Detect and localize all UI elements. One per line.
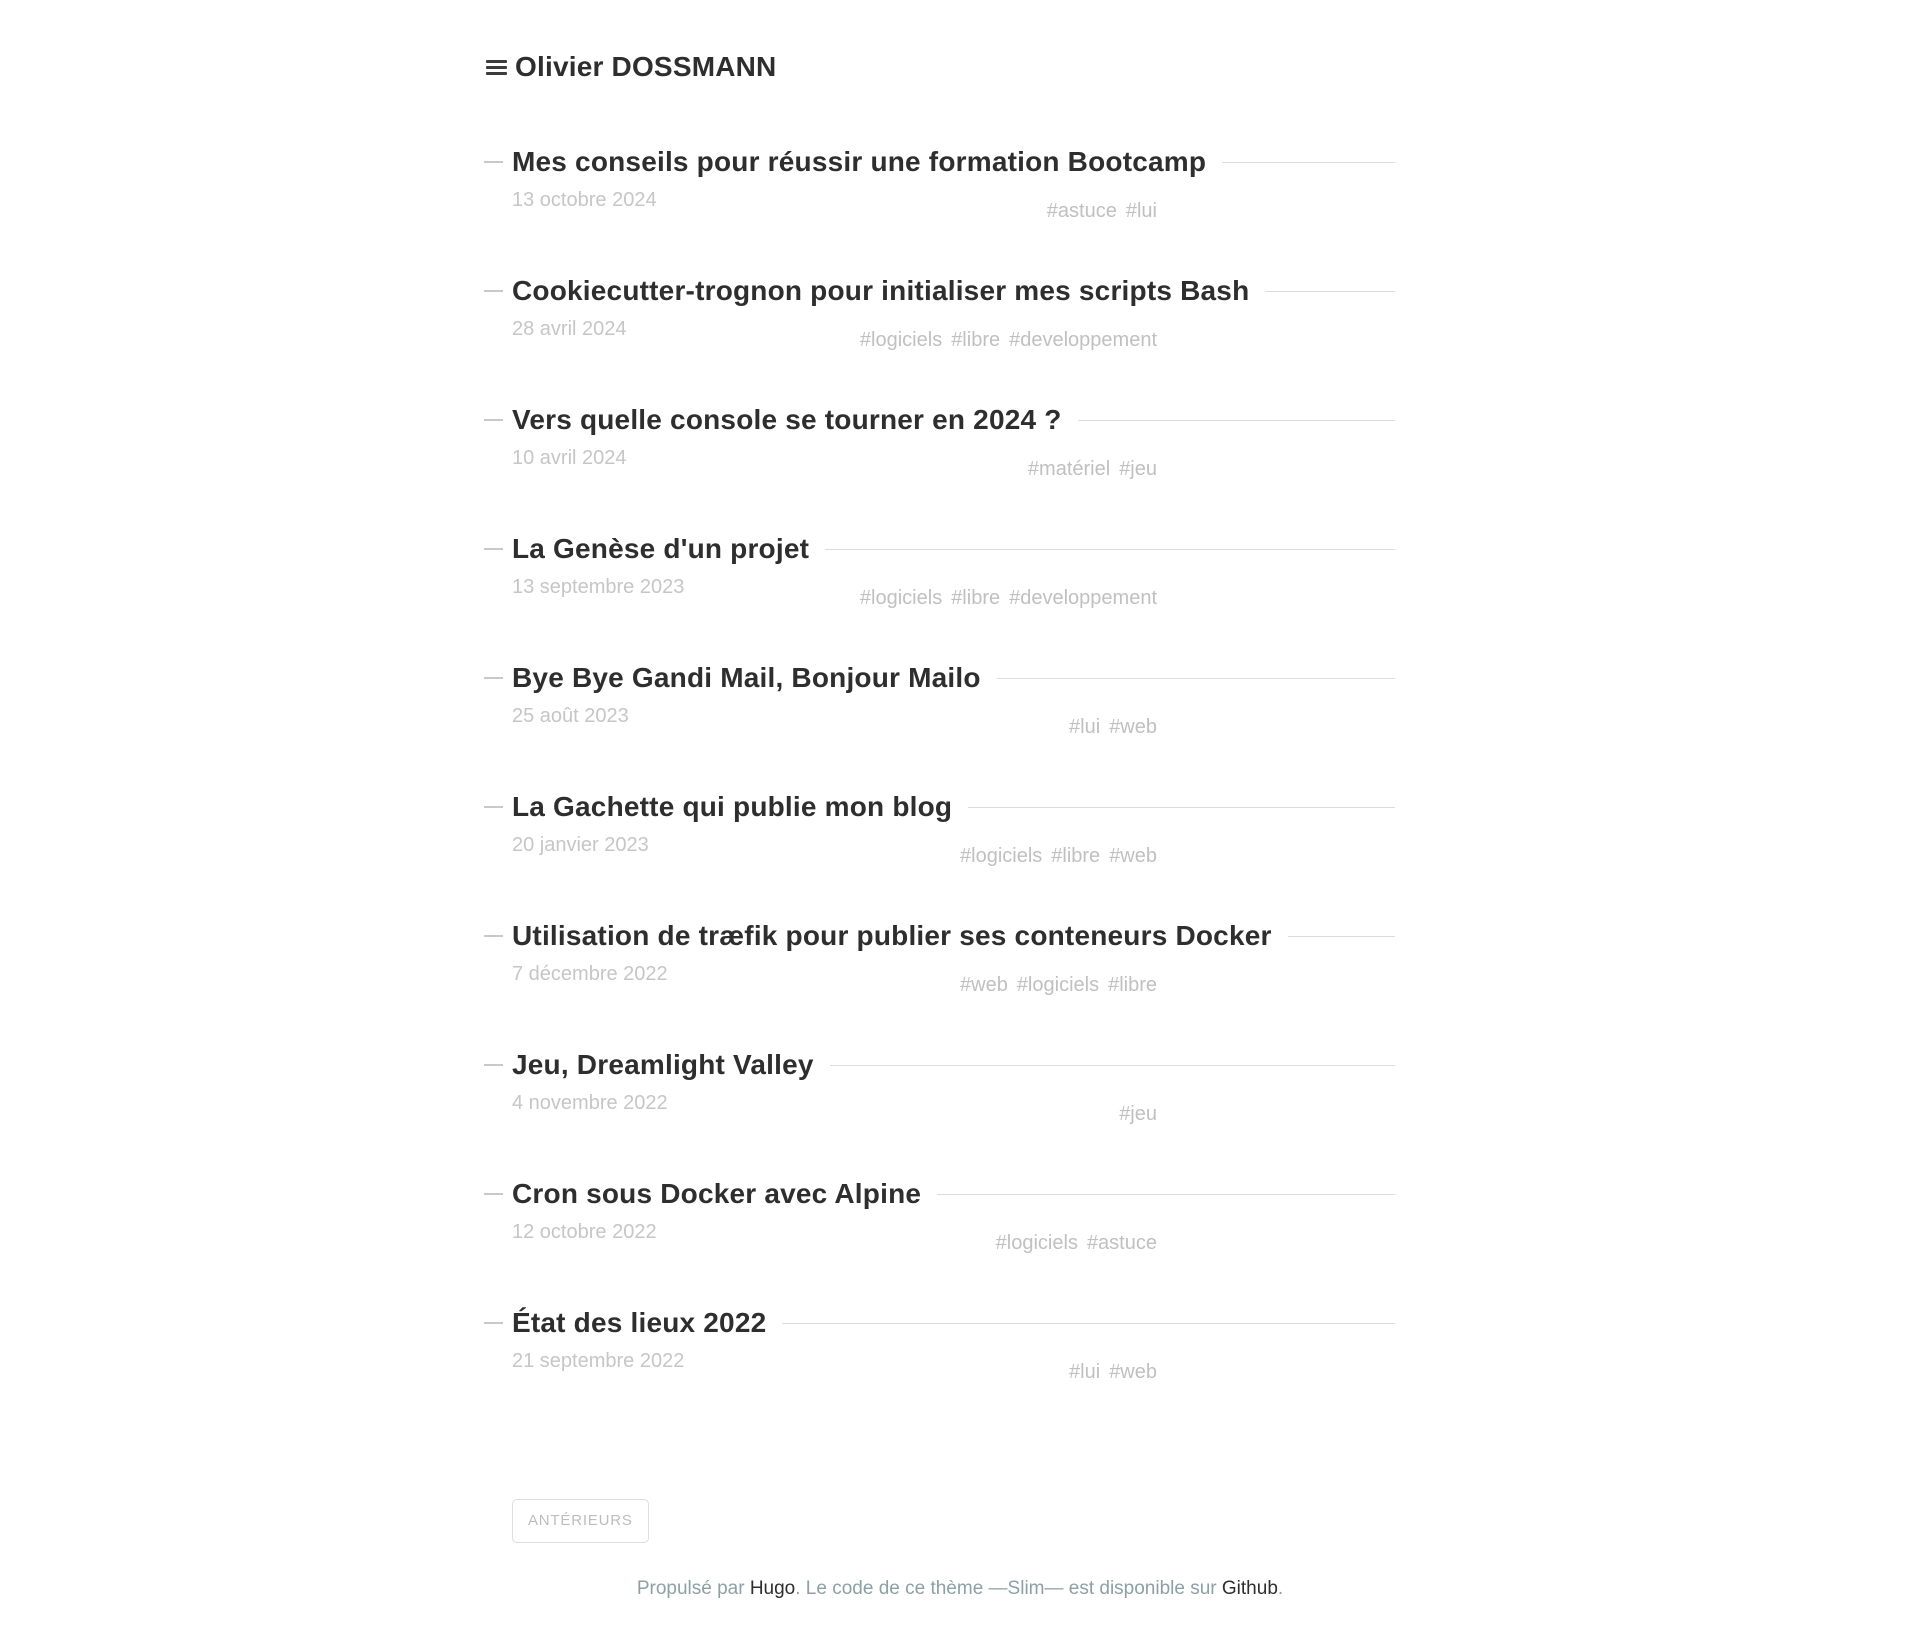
title-rule-line: [997, 678, 1395, 679]
title-rule-line: [1265, 291, 1395, 292]
post-tags: [1069, 715, 1157, 739]
post-tags: [1028, 457, 1157, 481]
title-dash-line: [484, 290, 503, 292]
post-title-link[interactable]: Bye Bye Gandi Mail, Bonjour Mailo: [512, 662, 981, 693]
post-title-link[interactable]: La Genèse d'un projet: [512, 533, 810, 564]
post-title-row: [484, 145, 1395, 179]
hamburger-bar: [486, 60, 507, 63]
title-dash-line: [484, 1064, 503, 1066]
tag-link[interactable]: #developpement: [1009, 329, 1157, 351]
footer-text-prefix: Propulsé par: [636, 1578, 750, 1599]
post-meta-row: [512, 833, 1157, 868]
site-title-link[interactable]: Olivier DOSSMANN: [515, 51, 777, 82]
post-title-row: [484, 1177, 1395, 1211]
hamburger-menu-icon[interactable]: [486, 60, 507, 75]
title-dash-line: [484, 935, 503, 937]
post-title-row: [484, 532, 1395, 566]
post-meta-row: [512, 962, 1157, 997]
title-rule-line: [1288, 936, 1395, 937]
post-title-row: [484, 1048, 1395, 1082]
post-title-row: [484, 790, 1395, 824]
tag-link[interactable]: #web: [1109, 1361, 1157, 1383]
post-item: [484, 403, 1395, 532]
post-title-link[interactable]: Jeu, Dreamlight Valley: [512, 1049, 814, 1080]
tag-link[interactable]: #astuce: [1046, 200, 1117, 222]
post-meta-row: [512, 188, 1157, 223]
tag-link[interactable]: #logiciels: [960, 845, 1043, 867]
post-date: 28 avril 2024: [512, 318, 627, 340]
post-item: [484, 145, 1395, 274]
post-title-link[interactable]: Cookiecutter-trognon pour initialiser mes scripts Bash: [512, 275, 1250, 306]
title-rule-line: [1222, 162, 1395, 163]
post-date: 21 septembre 2022: [512, 1350, 685, 1372]
pagination: [512, 1499, 649, 1543]
tag-link[interactable]: #developpement: [1009, 587, 1157, 609]
tag-link[interactable]: #logiciels: [859, 329, 943, 351]
tag-link[interactable]: #astuce: [1086, 1232, 1157, 1254]
title-rule-line: [937, 1194, 1395, 1195]
post-tags: [860, 586, 1157, 610]
hamburger-bar: [486, 66, 507, 69]
site-header: [486, 50, 776, 84]
post-title-link[interactable]: La Gachette qui publie mon blog: [512, 791, 953, 822]
post-item: [484, 274, 1395, 403]
tag-link[interactable]: #logiciels: [859, 587, 943, 609]
post-date: 20 janvier 2023: [512, 834, 649, 856]
post-item: [484, 1177, 1395, 1306]
post-meta-row: [512, 317, 1157, 352]
post-tags: [960, 973, 1157, 997]
post-item: [484, 790, 1395, 919]
post-date: 13 octobre 2024: [512, 189, 657, 211]
tag-link[interactable]: #jeu: [1119, 1103, 1157, 1125]
post-title-link[interactable]: État des lieux 2022: [512, 1307, 767, 1338]
title-dash-line: [484, 419, 503, 421]
post-title-row: [484, 661, 1395, 695]
post-tags: [996, 1231, 1157, 1255]
post-date: 7 décembre 2022: [512, 963, 668, 985]
post-date: 10 avril 2024: [512, 447, 627, 469]
tag-link[interactable]: #logiciels: [1016, 974, 1100, 996]
post-title-row: [484, 274, 1395, 308]
footer-text-middle: . Le code de ce thème —Slim— est disponible sur: [795, 1578, 1222, 1599]
post-title-row: [484, 1306, 1395, 1340]
tag-link[interactable]: #matériel: [1027, 458, 1111, 480]
title-rule-line: [968, 807, 1395, 808]
post-title-link[interactable]: Cron sous Docker avec Alpine: [512, 1178, 922, 1209]
footer-text-suffix: .: [1277, 1578, 1284, 1599]
post-item: [484, 919, 1395, 1048]
tag-link[interactable]: #libre: [1051, 845, 1101, 867]
post-date: 13 septembre 2023: [512, 576, 685, 598]
title-dash-line: [484, 806, 503, 808]
post-meta-row: [512, 1349, 1157, 1384]
title-rule-line: [782, 1323, 1395, 1324]
post-title-link[interactable]: Vers quelle console se tourner en 2024 ?: [512, 404, 1062, 435]
post-date: 12 octobre 2022: [512, 1221, 657, 1243]
post-date: 25 août 2023: [512, 705, 629, 727]
github-link[interactable]: Github: [1221, 1578, 1278, 1599]
tag-link[interactable]: #web: [960, 974, 1008, 996]
title-dash-line: [484, 1193, 503, 1195]
footer: [0, 1576, 1920, 1602]
title-dash-line: [484, 1322, 503, 1324]
title-dash-line: [484, 677, 503, 679]
title-rule-line: [830, 1065, 1395, 1066]
tag-link[interactable]: #web: [1109, 845, 1157, 867]
post-meta-row: [512, 1220, 1157, 1255]
title-dash-line: [484, 548, 503, 550]
title-rule-line: [825, 549, 1395, 550]
tag-link[interactable]: #libre: [951, 587, 1001, 609]
hamburger-bar: [486, 72, 507, 75]
tag-link[interactable]: #libre: [1108, 974, 1157, 996]
post-item: [484, 661, 1395, 790]
older-posts-button[interactable]: ANTÉRIEURS: [512, 1499, 649, 1543]
post-title-link[interactable]: Utilisation de træfik pour publier ses conteneurs Docker: [512, 920, 1272, 951]
post-title-row: [484, 403, 1395, 437]
post-meta-row: [512, 704, 1157, 739]
post-tags: [960, 844, 1157, 868]
tag-link[interactable]: #lui: [1069, 1361, 1101, 1383]
post-meta-row: [512, 575, 1157, 610]
tag-link[interactable]: #libre: [951, 329, 1001, 351]
post-list: [484, 145, 1395, 1435]
post-item: [484, 1306, 1395, 1435]
tag-link[interactable]: #logiciels: [995, 1232, 1078, 1254]
tag-link[interactable]: #jeu: [1119, 458, 1157, 480]
post-date: 4 novembre 2022: [512, 1092, 668, 1114]
post-tags: [1119, 1102, 1157, 1126]
tag-link[interactable]: #lui: [1125, 200, 1157, 222]
post-meta-row: [512, 1091, 1157, 1126]
tag-link[interactable]: #web: [1109, 716, 1157, 738]
hugo-link[interactable]: Hugo: [749, 1578, 796, 1599]
post-title-row: [484, 919, 1395, 953]
post-item: [484, 1048, 1395, 1177]
post-tags: [860, 328, 1157, 352]
title-rule-line: [1078, 420, 1395, 421]
post-meta-row: [512, 446, 1157, 481]
title-dash-line: [484, 161, 503, 163]
post-tags: [1047, 199, 1157, 223]
post-tags: [1069, 1360, 1157, 1384]
post-title-link[interactable]: Mes conseils pour réussir une formation Bootcamp: [512, 146, 1207, 177]
post-item: [484, 532, 1395, 661]
tag-link[interactable]: #lui: [1069, 716, 1101, 738]
